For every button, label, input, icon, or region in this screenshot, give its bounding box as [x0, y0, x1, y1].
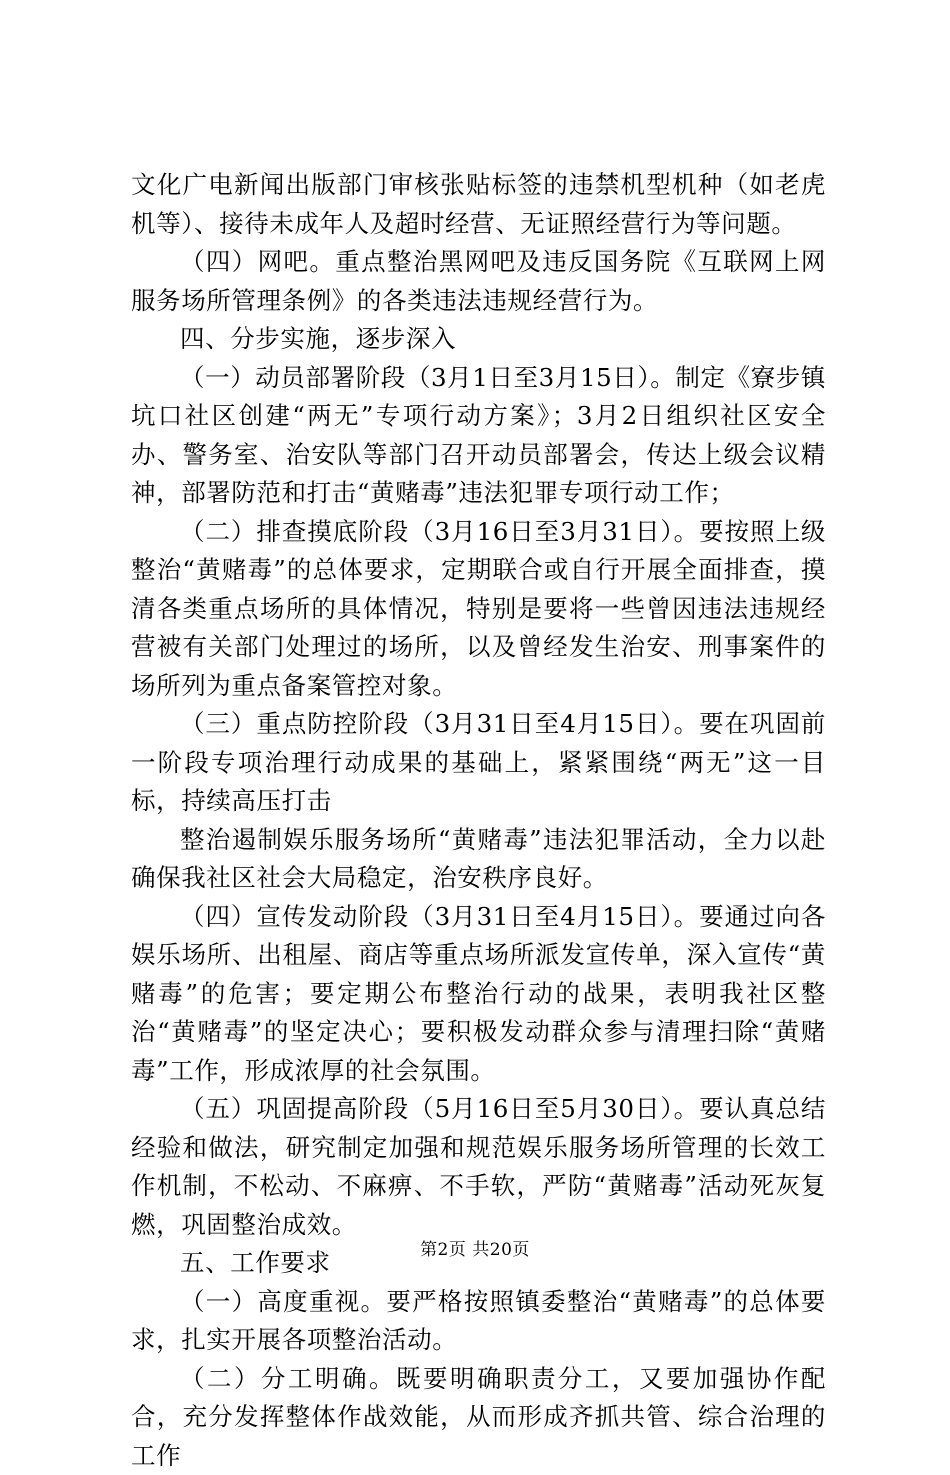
page-number-label: 第2页 共20页	[420, 1240, 530, 1260]
paragraph-stage-1: （一）动员部署阶段（3月1日至3月15日）。制定《寮步镇坑口社区创建“两无”专项行动方案》；3月2日组织社区安全办、警务室、治安队等部门召开动员部署会，传达上级会议精神，部署防范和打击“黄赌毒”违法犯罪专项行动工作；	[131, 359, 826, 513]
paragraph-2: （四）网吧。重点整治黑网吧及违反国务院《互联网上网服务场所管理条例》的各类违法违规经营行为。	[131, 243, 826, 320]
paragraph-stage-2: （二）排查摸底阶段（3月16日至3月31日）。要按照上级整治“黄赌毒”的总体要求，定期联合或自行开展全面排查，摸清各类重点场所的具体情况，特别是要将一些曾因违法违规经营被有关部门处理过的场所，以及曾经发生治安、刑事案件的场所列为重点备案管控对象。	[131, 513, 826, 706]
paragraph-stage-3: （三）重点防控阶段（3月31日至4月15日）。要在巩固前一阶段专项治理行动成果的基础上，紧紧围绕“两无”这一目标，持续高压打击	[131, 705, 826, 821]
paragraph-stage-4: （四）宣传发动阶段（3月31日至4月15日）。要通过向各娱乐场所、出租屋、商店等重点场所派发宣传单，深入宣传“黄赌毒”的危害；要定期公布整治行动的战果，表明我社区整治“黄赌毒”的坚定决心；要积极发动群众参与清理扫除“黄赌毒”工作，形成浓厚的社会氛围。	[131, 898, 826, 1091]
paragraph-1: 文化广电新闻出版部门审核张贴标签的违禁机型机种（如老虎机等）、接待未成年人及超时经营、无证照经营行为等问题。	[131, 166, 826, 243]
paragraph-stage-3-continued: 整治遏制娱乐服务场所“黄赌毒”违法犯罪活动，全力以赴确保我社区社会大局稳定，治安秩序良好。	[131, 821, 826, 898]
paragraph-requirement-2: （二）分工明确。既要明确职责分工，又要加强协作配合，充分发挥整体作战效能，从而形成齐抓共管、综合治理的工作	[131, 1360, 826, 1475]
paragraph-stage-5: （五）巩固提高阶段（5月16日至5月30日）。要认真总结经验和做法，研究制定加强和规范娱乐服务场所管理的长效工作机制，不松动、不麻痹、不手软，严防“黄赌毒”活动死灰复燃，巩固整治成效。	[131, 1090, 826, 1244]
section-heading-5: 五、工作要求	[131, 1244, 826, 1283]
document-body	[131, 166, 826, 1475]
paragraph-requirement-1: （一）高度重视。要严格按照镇委整治“黄赌毒”的总体要求，扎实开展各项整治活动。	[131, 1283, 826, 1360]
section-heading-4: 四、分步实施，逐步深入	[131, 320, 826, 359]
page-footer	[0, 1238, 950, 1262]
